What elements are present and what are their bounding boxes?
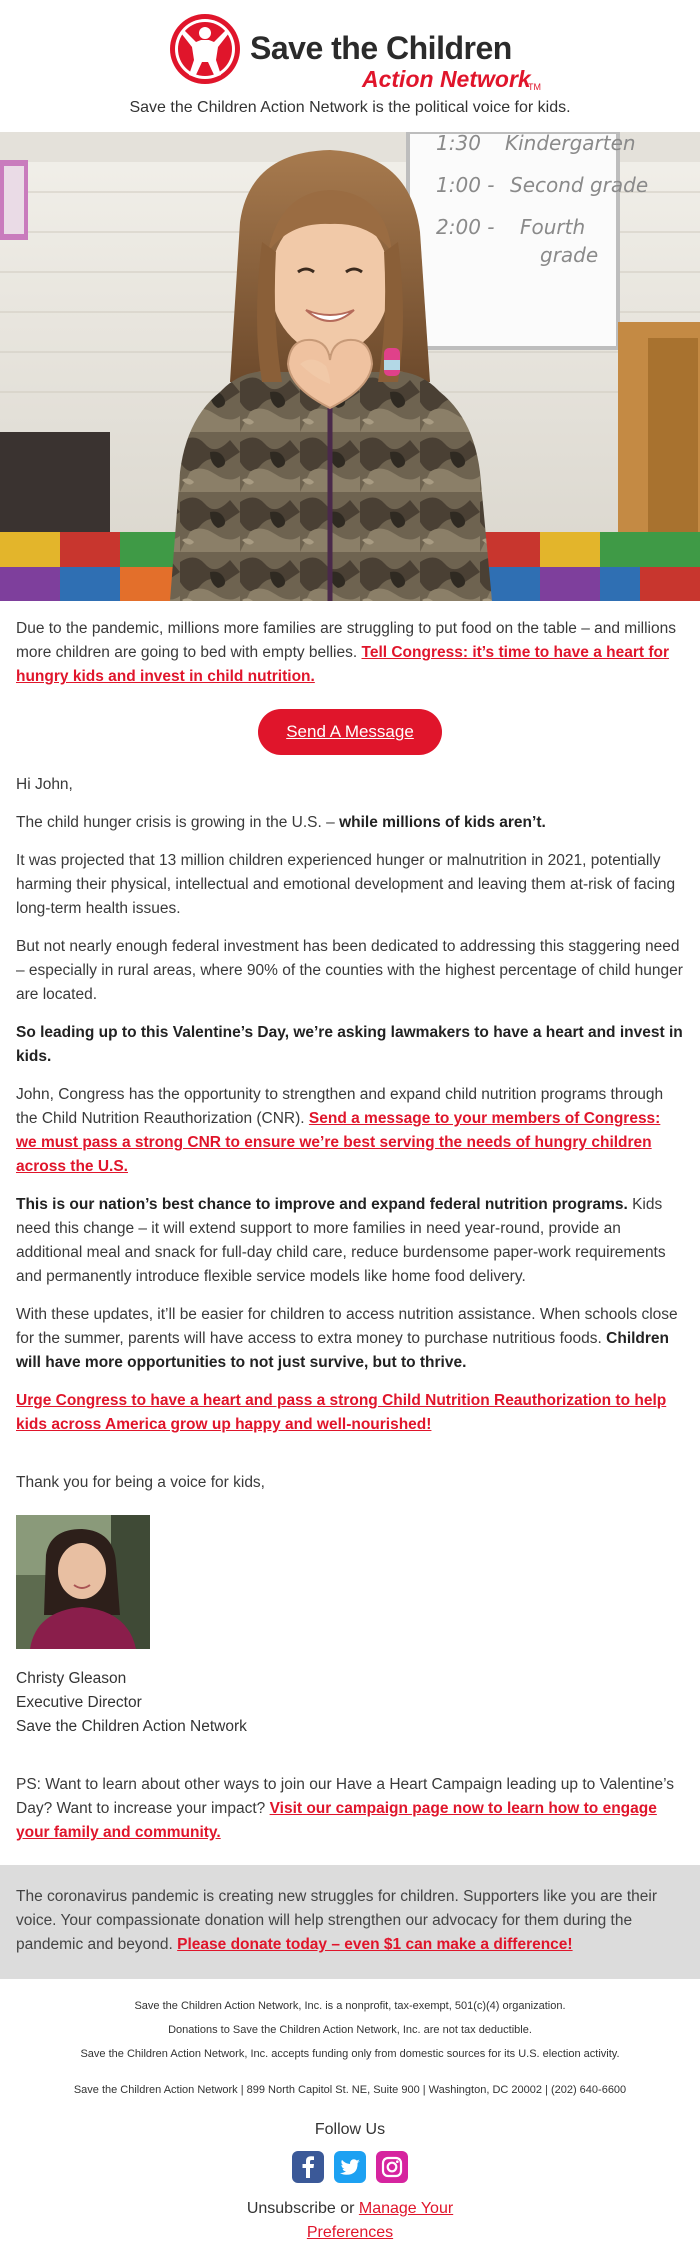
send-message-button[interactable]: Send A Message [258, 709, 442, 755]
footer-deductible-line: Donations to Save the Children Action Network, Inc. are not tax deductible. [168, 2024, 532, 2036]
donate-paragraph [16, 1885, 684, 1957]
save-the-children-logo-icon [168, 12, 242, 86]
cta-row [16, 709, 684, 755]
donate-text: The coronavirus pandemic is creating new struggles for children. Supporters like you are their voice. Your compassionate donation will help strengthen our advocacy for them during the pandemic and beyond. [16, 1888, 657, 1953]
follow-us-label: Follow Us [314, 2121, 386, 2138]
svg-text:Kindergarten: Kindergarten [505, 132, 636, 155]
donate-link[interactable]: Please donate today – even $1 can make a difference! [177, 1936, 573, 1953]
girl-heart-hands-photo [0, 132, 700, 601]
svg-text:2:00 -: 2:00 - [436, 215, 495, 239]
paragraph-updates [16, 1303, 684, 1375]
donate-section [0, 1865, 700, 1979]
intro-paragraph [16, 617, 684, 689]
closing-line: Thank you for being a voice for kids, [16, 1474, 265, 1491]
twitter-icon[interactable] [334, 2151, 366, 2183]
para6-bold: This is our nation’s best chance to improve and expand federal nutrition programs. [16, 1196, 628, 1213]
or-separator: or [335, 2200, 359, 2217]
cnr-message-link[interactable]: Send a message to your members of Congress: we must pass a strong CNR to ensure we’re best serving the needs of hungry children across the U.S. [16, 1110, 661, 1175]
footer-address: Save the Children Action Network | 899 North Capitol St. NE, Suite 900 | Washington, DC 20002 | (202) 640-6600 [73, 2084, 627, 2096]
svg-text:1:30: 1:30 [436, 132, 481, 155]
para1-bold: while millions of kids aren’t. [339, 814, 546, 831]
email-body [0, 601, 700, 1845]
unsubscribe-row [230, 2197, 470, 2255]
paragraph-best-chance [16, 1193, 684, 1289]
paragraph-hunger-crisis [16, 811, 684, 835]
svg-text:Fourth: Fourth [520, 215, 586, 239]
signature-name: Christy Gleason [16, 1670, 127, 1687]
email-header [0, 0, 700, 132]
svg-text:1:00 -: 1:00 - [436, 173, 495, 197]
campaign-page-link[interactable]: Visit our campaign page now to learn how to engage your family and community. [16, 1800, 657, 1841]
manage-preferences-link[interactable]: Manage Your Preferences [306, 2200, 454, 2241]
footer-funding-line: Save the Children Action Network, Inc. accepts funding only from domestic sources for its U.S. election activity. [80, 2048, 620, 2060]
paragraph-urge-congress [16, 1389, 684, 1437]
tagline: Save the Children Action Network is the political voice for kids. [129, 99, 571, 116]
unsubscribe-link[interactable]: Unsubscribe [246, 2200, 336, 2217]
paragraph-valentines: So leading up to this Valentine’s Day, we’re asking lawmakers to have a heart and invest in kids. [16, 1024, 683, 1065]
paragraph-federal-investment: But not nearly enough federal investment has been dedicated to addressing this staggering need – especially in rural areas, where 90% of the counties with the highest percentage of child hunger are located. [16, 938, 683, 1003]
ps-text: PS: Want to learn about other ways to join our Have a Heart Campaign leading up to Valentine’s Day? Want to increase your impact? [16, 1776, 674, 1817]
svg-text:Second grade: Second grade [510, 173, 649, 197]
para6-text: Kids need this change – it will extend support to more families in need year-round, provide an additional meal and snack for full-day child care, reduce burdensome paper-work requirements and permanently introduce flexible service models like home food delivery. [16, 1196, 666, 1285]
ps-paragraph [16, 1773, 684, 1845]
signature-photo [16, 1515, 150, 1649]
greeting: Hi John, [16, 776, 73, 793]
logo-subtitle: Action Network [362, 66, 531, 92]
hero-image [0, 132, 700, 601]
signature-title: Executive Director [16, 1694, 142, 1711]
footer-nonprofit-line: Save the Children Action Network, Inc. is a nonprofit, tax-exempt, 501(c)(4) organization. [134, 2000, 566, 2012]
para5-text: John, Congress has the opportunity to strengthen and expand child nutrition programs through the Child Nutrition Reauthorization (CNR). [16, 1086, 664, 1127]
urge-congress-link[interactable]: Urge Congress to have a heart and pass a strong Child Nutrition Reauthorization to help kids across America grow up happy and well-nourished! [16, 1392, 667, 1433]
instagram-icon[interactable] [376, 2151, 408, 2183]
email-footer [0, 1979, 700, 2255]
para7-text: With these updates, it’ll be easier for children to access nutrition assistance. When schools close for the summer, parents will have access to extra money to purchase nutritious foods. [16, 1306, 678, 1347]
facebook-icon[interactable] [292, 2151, 324, 2183]
paragraph-projection: It was projected that 13 million children experienced hunger or malnutrition in 2021, potentially harming their physical, intellectual and emotional development and leaving them at-risk of facing long-term health issues. [16, 852, 676, 917]
social-links [0, 2151, 700, 2183]
logo-title: Save the Children [250, 30, 512, 66]
intro-text: Due to the pandemic, millions more families are struggling to put food on the table – and millions more children are going to bed with empty bellies. [16, 620, 676, 661]
logo-trademark: TM [528, 82, 541, 92]
intro-link[interactable]: Tell Congress: it’s time to have a heart for hungry kids and invest in child nutrition. [16, 644, 669, 685]
svg-text:grade: grade [540, 243, 599, 267]
para7-bold: Children will have more opportunities to not just survive, but to thrive. [16, 1330, 670, 1371]
para1-text: The child hunger crisis is growing in the U.S. – [16, 814, 340, 831]
signature-org: Save the Children Action Network [16, 1718, 247, 1735]
paragraph-cnr [16, 1083, 684, 1179]
logo[interactable] [168, 12, 541, 92]
